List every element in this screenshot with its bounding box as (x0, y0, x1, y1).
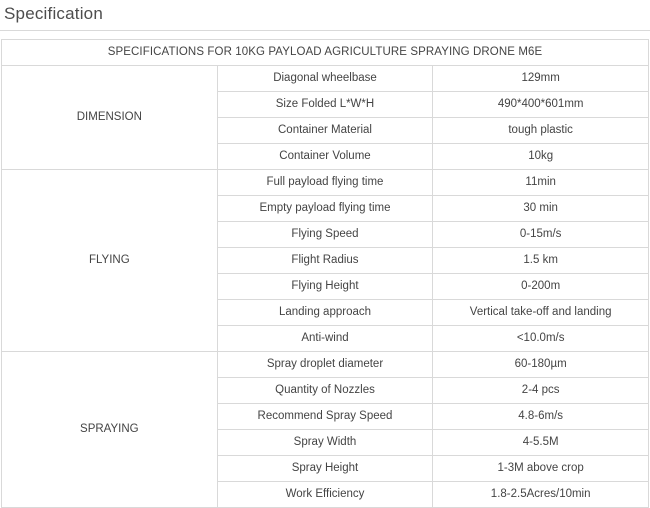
param-label: Container Volume (217, 144, 433, 170)
param-value: 30 min (433, 196, 649, 222)
param-value: Vertical take-off and landing (433, 300, 649, 326)
group-label-flying: FLYING (2, 170, 218, 352)
param-label: Empty payload flying time (217, 196, 433, 222)
specification-table (1, 39, 649, 508)
param-label: Spray Height (217, 456, 433, 482)
param-value: <10.0m/s (433, 326, 649, 352)
param-label: Work Efficiency (217, 482, 433, 508)
param-label: Flying Height (217, 274, 433, 300)
param-value: 1-3M above crop (433, 456, 649, 482)
param-label: Container Material (217, 118, 433, 144)
param-value: 4.8-6m/s (433, 404, 649, 430)
param-value: 129mm (433, 66, 649, 92)
table-row (2, 170, 649, 196)
param-label: Flying Speed (217, 222, 433, 248)
param-label: Flight Radius (217, 248, 433, 274)
param-value: 1.8-2.5Acres/10min (433, 482, 649, 508)
page-title: Specification (4, 4, 103, 23)
param-value: 11min (433, 170, 649, 196)
param-label: Spray droplet diameter (217, 352, 433, 378)
param-label: Spray Width (217, 430, 433, 456)
param-label: Quantity of Nozzles (217, 378, 433, 404)
param-value: 1.5 km (433, 248, 649, 274)
param-value: 0-15m/s (433, 222, 649, 248)
table-header-cell: SPECIFICATIONS FOR 10KG PAYLOAD AGRICULTURE SPRAYING DRONE M6E (2, 40, 649, 66)
param-value: 10kg (433, 144, 649, 170)
param-value: 4-5.5M (433, 430, 649, 456)
param-value: tough plastic (433, 118, 649, 144)
param-label: Full payload flying time (217, 170, 433, 196)
table-header-row (2, 40, 649, 66)
specification-table-body (2, 40, 649, 508)
param-label: Size Folded L*W*H (217, 92, 433, 118)
param-value: 0-200m (433, 274, 649, 300)
title-divider (0, 30, 650, 31)
param-value: 60-180µm (433, 352, 649, 378)
param-label: Diagonal wheelbase (217, 66, 433, 92)
group-label-dimension: DIMENSION (2, 66, 218, 170)
group-label-spraying: SPRAYING (2, 352, 218, 508)
param-value: 2-4 pcs (433, 378, 649, 404)
param-label: Recommend Spray Speed (217, 404, 433, 430)
param-value: 490*400*601mm (433, 92, 649, 118)
param-label: Anti-wind (217, 326, 433, 352)
table-row (2, 352, 649, 378)
table-row (2, 66, 649, 92)
param-label: Landing approach (217, 300, 433, 326)
